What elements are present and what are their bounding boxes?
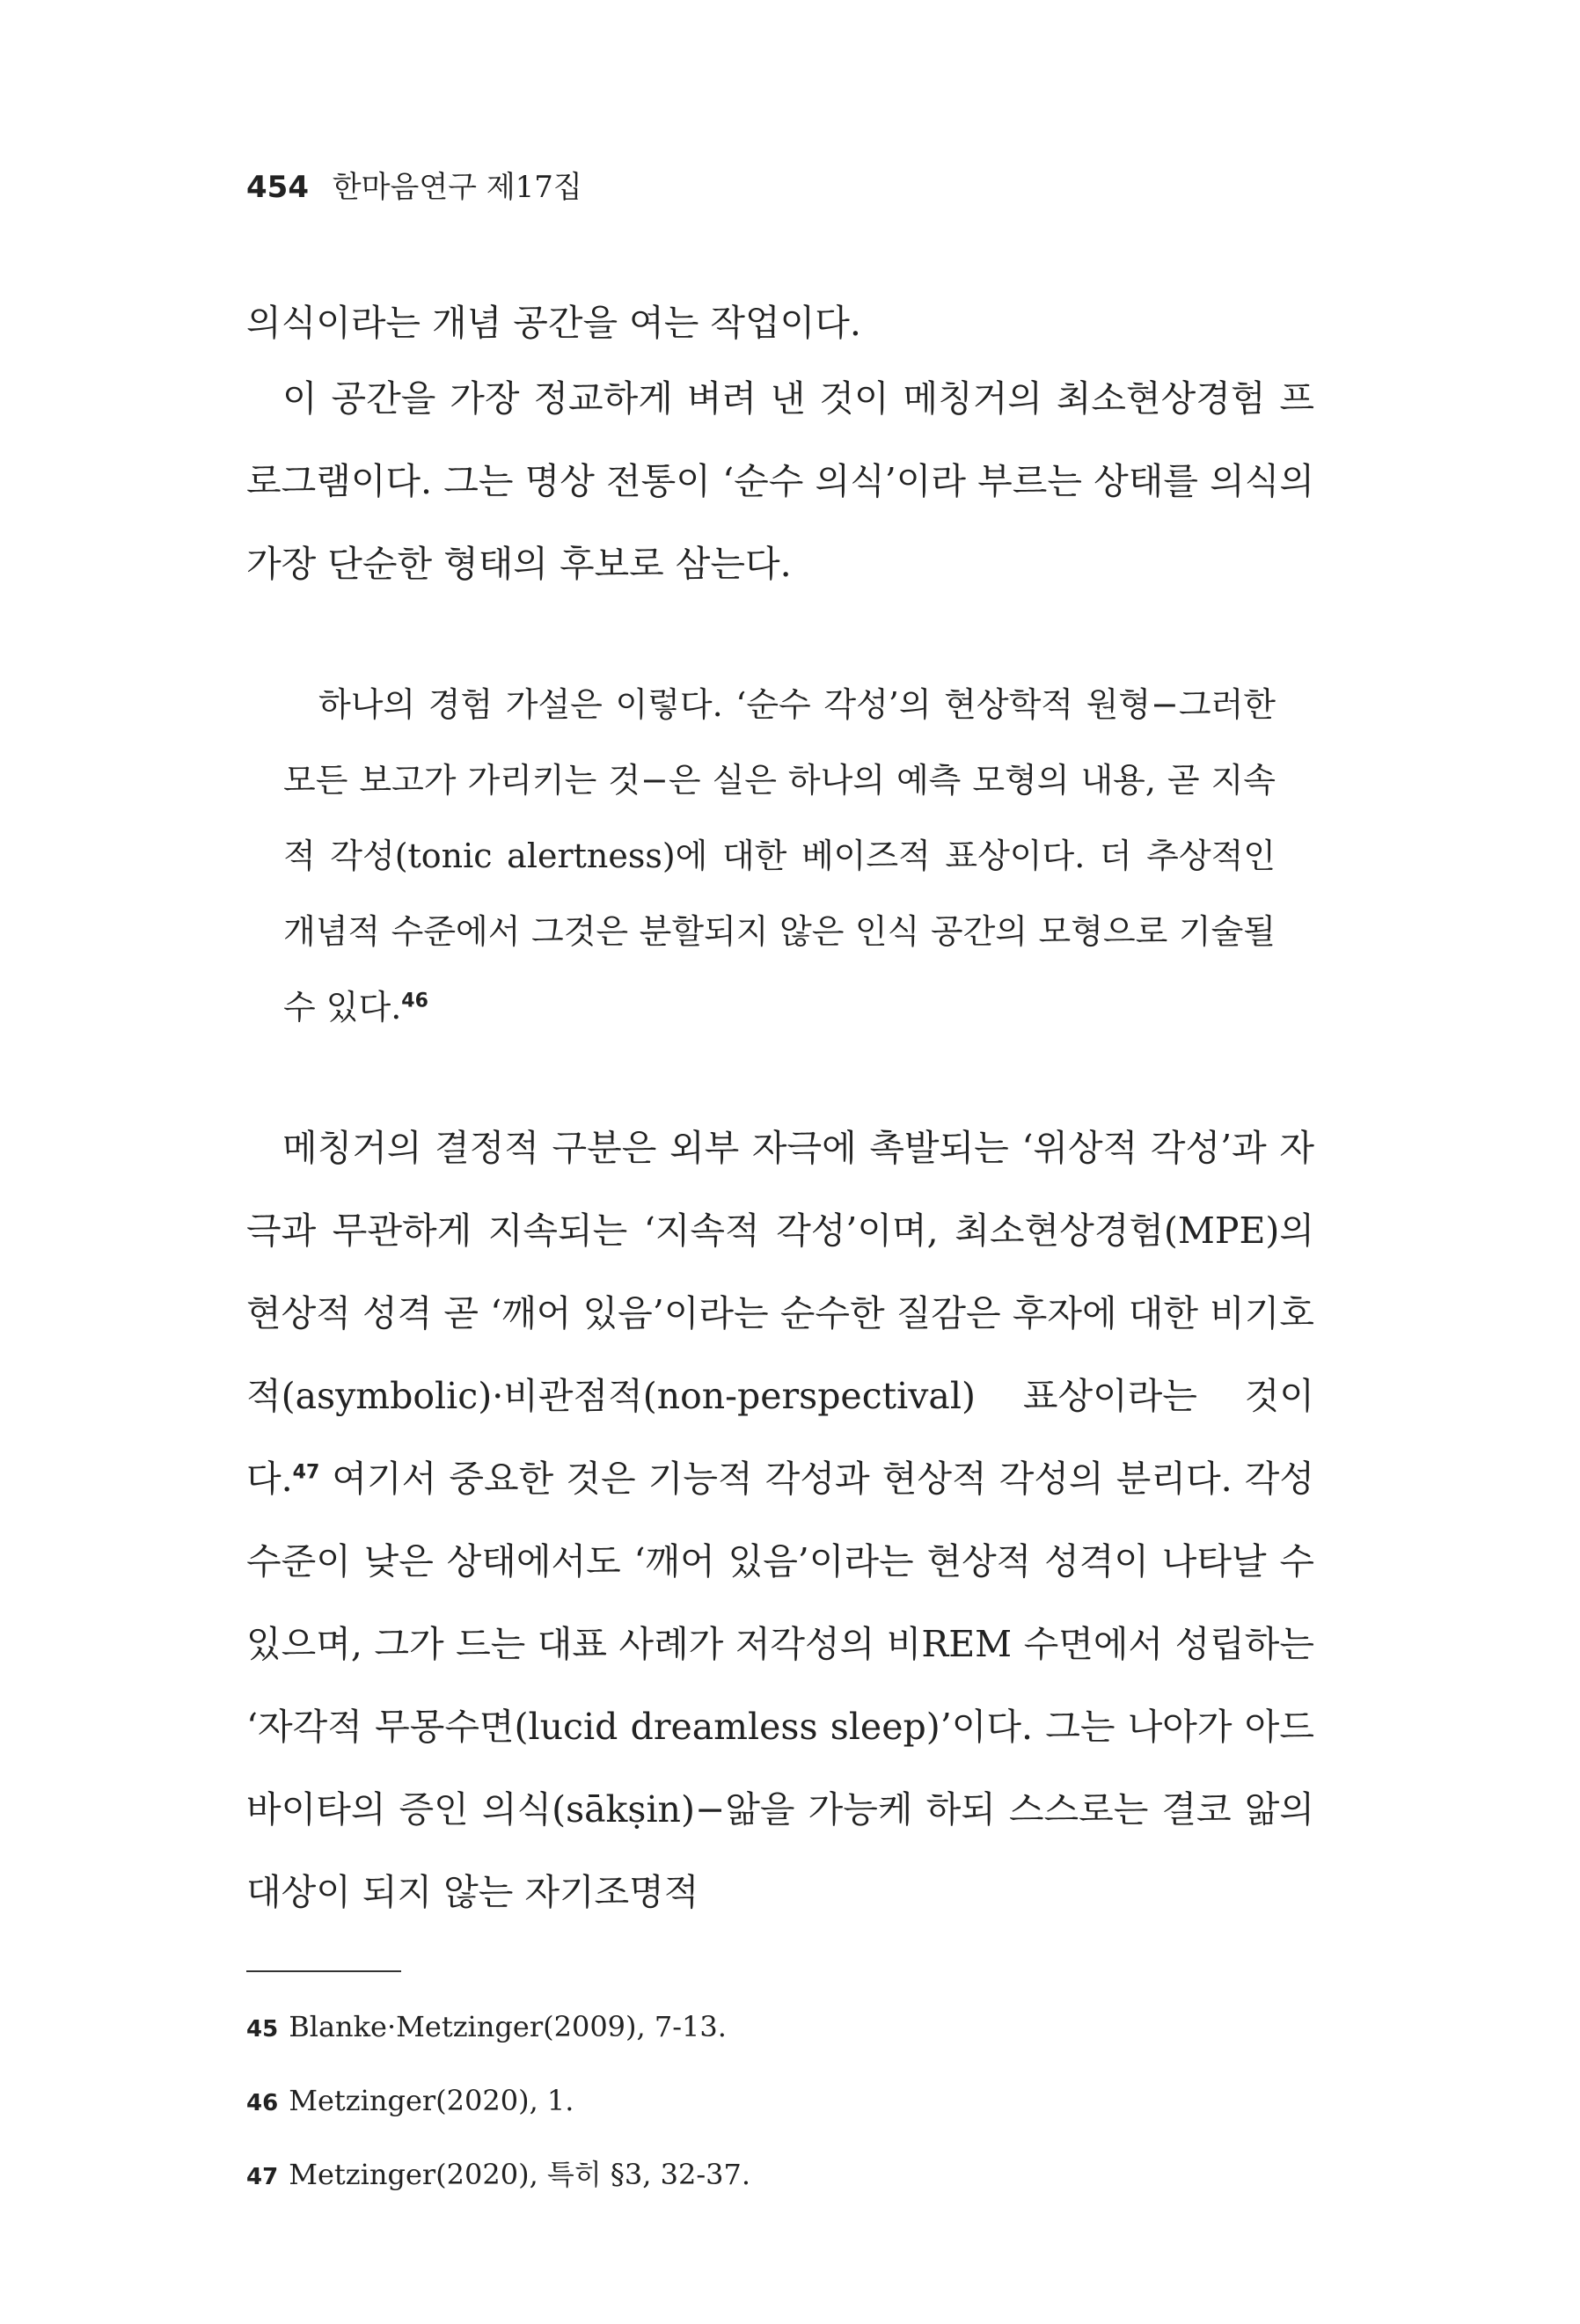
paragraph-2: 이 공간을 가장 정교하게 벼려 낸 것이 메칭거의 최소현상경험 프로그램이다. 그는 명상 전통이 ‘순수 의식’이라 부르는 상태를 의식의 가장 단순한 형태의 후보로 삼는다. (246, 377, 1314, 585)
paragraph-3-part-b: 여기서 중요한 것은 기능적 각성과 현상적 각성의 분리다. 각성 수준이 낮은 상태에서도 ‘깨어 있음’이라는 현상적 성격이 나타날 수 있으며, 그가 드는 대표 사례가 저각성의 비REM 수면에서 성립하는 ‘자각적 무몽수면(lucid dreamless sleep)’이다. 그는 나아가 아드바이타의 증인 의식(sākṣin)−앎을 가능케 하되 스스로는 결코 앎의 대상이 되지 않는 자기조명적 (246, 1458, 1314, 1913)
footnote-number: 45 (246, 2016, 279, 2043)
paragraph-3 (246, 1107, 1314, 1933)
paragraph-3-part-a: 메칭거의 결정적 구분은 외부 자극에 촉발되는 ‘위상적 각성’과 자극과 무관하게 지속되는 ‘지속적 각성’이며, 최소현상경험(MPE)의 현상적 성격 곧 ‘깨어 있음’이라는 순수한 질감은 후자에 대한 비기호적(asymbolic)·비관점적(non-perspectival) 표상이라는 것이다. (246, 1127, 1314, 1500)
footnote-ref-46: 46 (401, 990, 428, 1012)
footnote-number: 47 (246, 2164, 279, 2190)
footnote-number: 46 (246, 2090, 279, 2116)
journal-title: 한마음연구 제17집 (332, 170, 582, 205)
paragraph-1: 의식이라는 개념 공간을 여는 작업이다. (246, 302, 861, 344)
footnote-ref-47: 47 (292, 1461, 320, 1484)
block-quote (283, 667, 1276, 1045)
footnote-45 (246, 1990, 1314, 2064)
footnote-text: Blanke·Metzinger(2009), 7-13. (289, 2010, 727, 2043)
running-header (246, 170, 582, 205)
page-number: 454 (246, 170, 309, 205)
block-quote-text: 하나의 경험 가설은 이렇다. ‘순수 각성’의 현상학적 원형−그러한 모든 보고가 가리키는 것−은 실은 하나의 예측 모형의 내용, 곧 지속적 각성(tonic alertness)에 대한 베이즈적 표상이다. 더 추상적인 개념적 수준에서 그것은 분할되지 않은 인식 공간의 모형으로 기술될 수 있다. (283, 685, 1276, 1027)
footnote-text: Metzinger(2020), 특히 §3, 32-37. (289, 2158, 751, 2191)
footnote-divider (246, 1970, 401, 1972)
footnotes (246, 1990, 1314, 2211)
footnote-47 (246, 2138, 1314, 2211)
footnote-46 (246, 2064, 1314, 2138)
footnote-text: Metzinger(2020), 1. (289, 2084, 574, 2117)
